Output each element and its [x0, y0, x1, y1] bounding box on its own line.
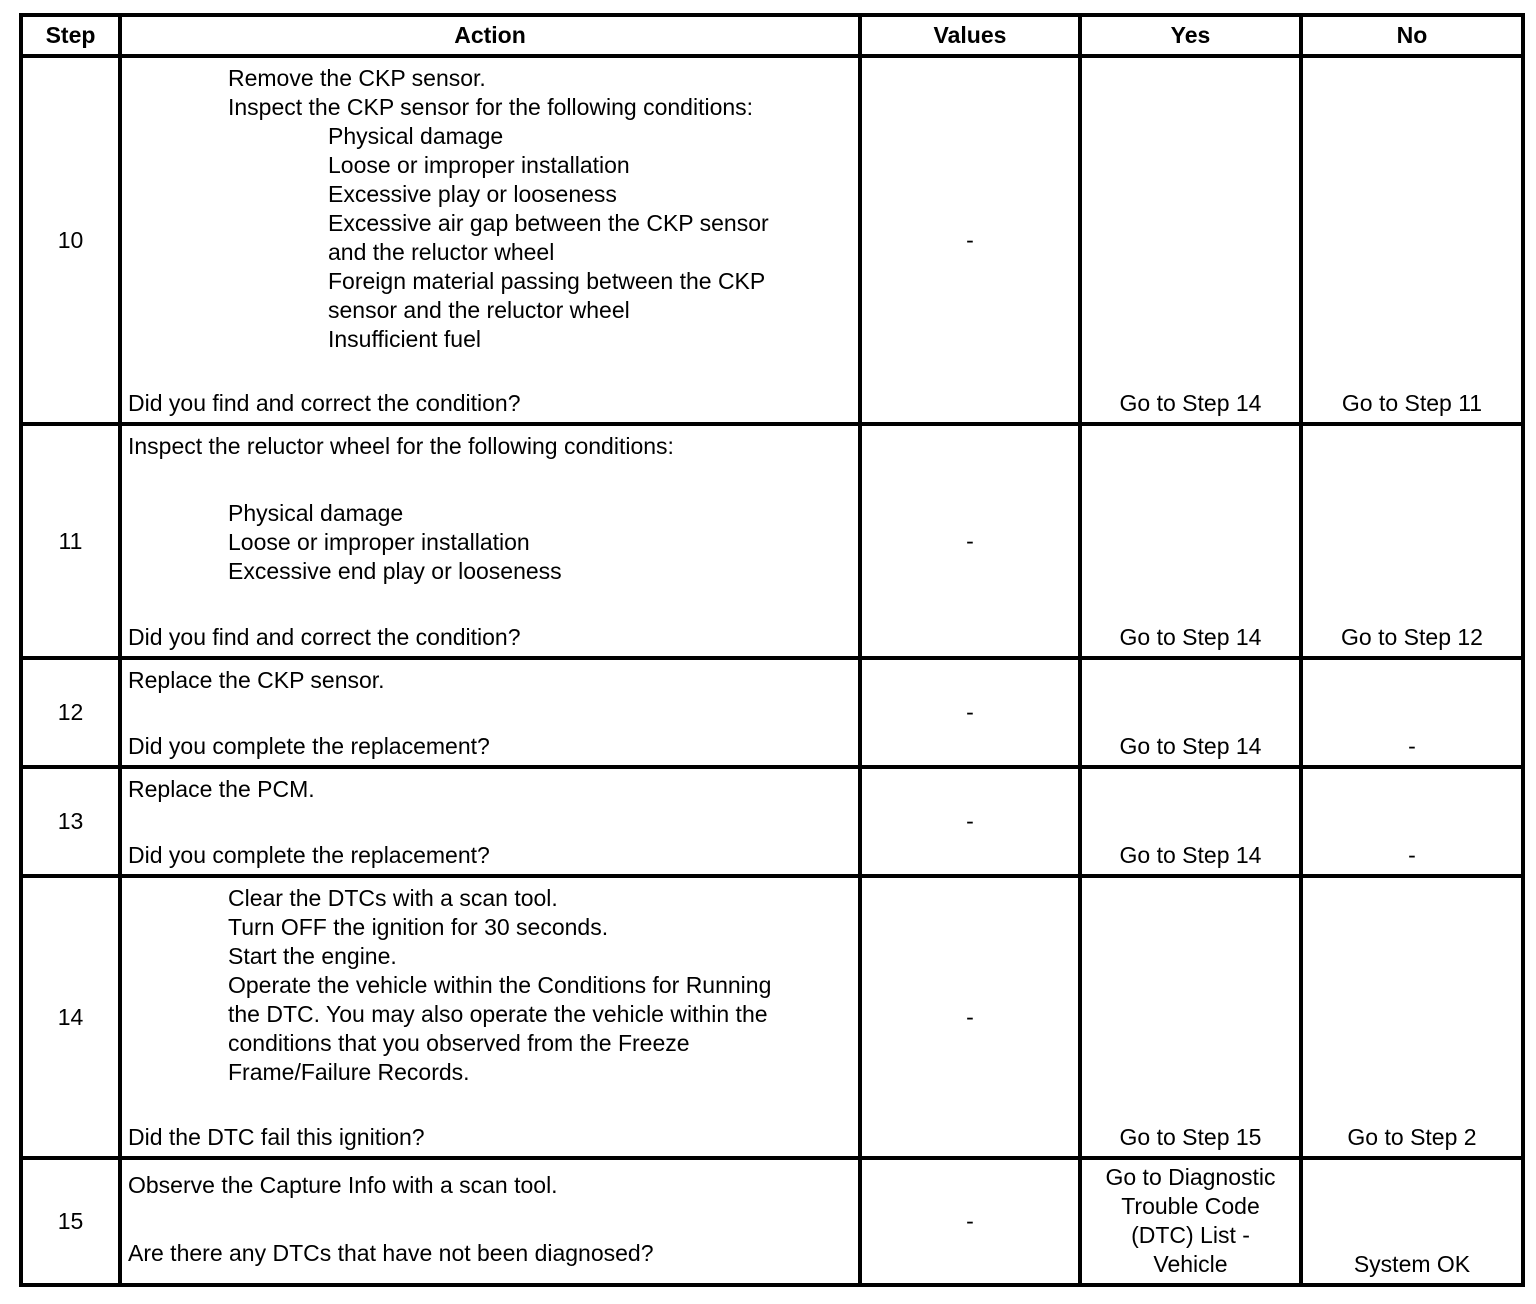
action-text: Replace the PCM.: [128, 776, 315, 802]
action-text: Inspect the CKP sensor for the following conditions:: [228, 94, 754, 120]
header-yes: Yes: [1080, 15, 1301, 56]
condition-item: Excessive air gap between the CKP sensor: [328, 210, 769, 236]
condition-item: Loose or improper installation: [228, 529, 530, 555]
step-number: 14: [21, 876, 120, 1158]
table-row: [21, 56, 1523, 424]
question-text: Did you find and correct the condition?: [128, 624, 521, 650]
action-cell: [120, 767, 860, 876]
action-text: Inspect the reluctor wheel for the following conditions:: [128, 433, 674, 459]
yes-cell: Go to Step 14: [1080, 658, 1301, 767]
action-cell: [120, 56, 860, 424]
diagnostic-table: [19, 13, 1525, 1287]
values-cell: -: [860, 1158, 1080, 1285]
table-row: [21, 658, 1523, 767]
step-number: 10: [21, 56, 120, 424]
table-row: [21, 424, 1523, 658]
step-number: 13: [21, 767, 120, 876]
yes-link-text: (DTC) List -: [1131, 1222, 1250, 1248]
yes-cell: Go to Step 14: [1080, 56, 1301, 424]
table-row: [21, 1158, 1523, 1285]
header-step: Step: [21, 15, 120, 56]
step-number: 11: [21, 424, 120, 658]
no-cell: Go to Step 12: [1301, 424, 1523, 658]
header-action: Action: [120, 15, 860, 56]
values-cell: -: [860, 876, 1080, 1158]
step-number: 15: [21, 1158, 120, 1285]
action-cell: [120, 1158, 860, 1285]
condition-item: Loose or improper installation: [328, 152, 630, 178]
header-row: [21, 15, 1523, 56]
header-no: No: [1301, 15, 1523, 56]
values-cell: -: [860, 658, 1080, 767]
condition-item: Foreign material passing between the CKP: [328, 268, 766, 294]
yes-cell: [1080, 1158, 1301, 1285]
no-cell: -: [1301, 658, 1523, 767]
action-text: Remove the CKP sensor.: [228, 65, 486, 91]
no-cell: System OK: [1301, 1158, 1523, 1285]
yes-link-text: Go to Diagnostic: [1105, 1164, 1276, 1190]
values-cell: -: [860, 56, 1080, 424]
no-cell: Go to Step 11: [1301, 56, 1523, 424]
action-text: Replace the CKP sensor.: [128, 667, 385, 693]
question-text: Did you complete the replacement?: [128, 733, 490, 759]
yes-cell: Go to Step 15: [1080, 876, 1301, 1158]
condition-item: sensor and the reluctor wheel: [328, 297, 630, 323]
condition-item: Excessive end play or looseness: [228, 558, 562, 584]
condition-item: Insufficient fuel: [328, 326, 482, 352]
yes-link-text: Trouble Code: [1121, 1193, 1260, 1219]
header-values: Values: [860, 15, 1080, 56]
step-number: 12: [21, 658, 120, 767]
yes-cell: Go to Step 14: [1080, 767, 1301, 876]
condition-item: Physical damage: [228, 500, 404, 526]
action-text: the DTC. You may also operate the vehicle within the: [228, 1001, 768, 1027]
table-row: [21, 767, 1523, 876]
values-cell: -: [860, 424, 1080, 658]
question-text: Did you complete the replacement?: [128, 842, 490, 868]
action-cell: [120, 658, 860, 767]
values-cell: -: [860, 767, 1080, 876]
condition-item: Physical damage: [328, 123, 504, 149]
condition-item: and the reluctor wheel: [328, 239, 555, 265]
action-text: Frame/Failure Records.: [228, 1059, 470, 1085]
action-text: Observe the Capture Info with a scan tool.: [128, 1172, 558, 1198]
table-row: [21, 876, 1523, 1158]
action-cell: [120, 424, 860, 658]
action-text: Turn OFF the ignition for 30 seconds.: [228, 914, 609, 940]
action-cell: [120, 876, 860, 1158]
action-text: Start the engine.: [228, 943, 397, 969]
no-cell: -: [1301, 767, 1523, 876]
question-text: Did the DTC fail this ignition?: [128, 1124, 425, 1150]
action-text: Operate the vehicle within the Conditions for Running: [228, 972, 772, 998]
yes-link-text: Vehicle: [1153, 1251, 1228, 1277]
condition-item: Excessive play or looseness: [328, 181, 617, 207]
no-cell: Go to Step 2: [1301, 876, 1523, 1158]
action-text: Clear the DTCs with a scan tool.: [228, 885, 558, 911]
question-text: Are there any DTCs that have not been diagnosed?: [128, 1240, 654, 1266]
question-text: Did you find and correct the condition?: [128, 390, 521, 416]
action-text: conditions that you observed from the Freeze: [228, 1030, 690, 1056]
yes-cell: Go to Step 14: [1080, 424, 1301, 658]
